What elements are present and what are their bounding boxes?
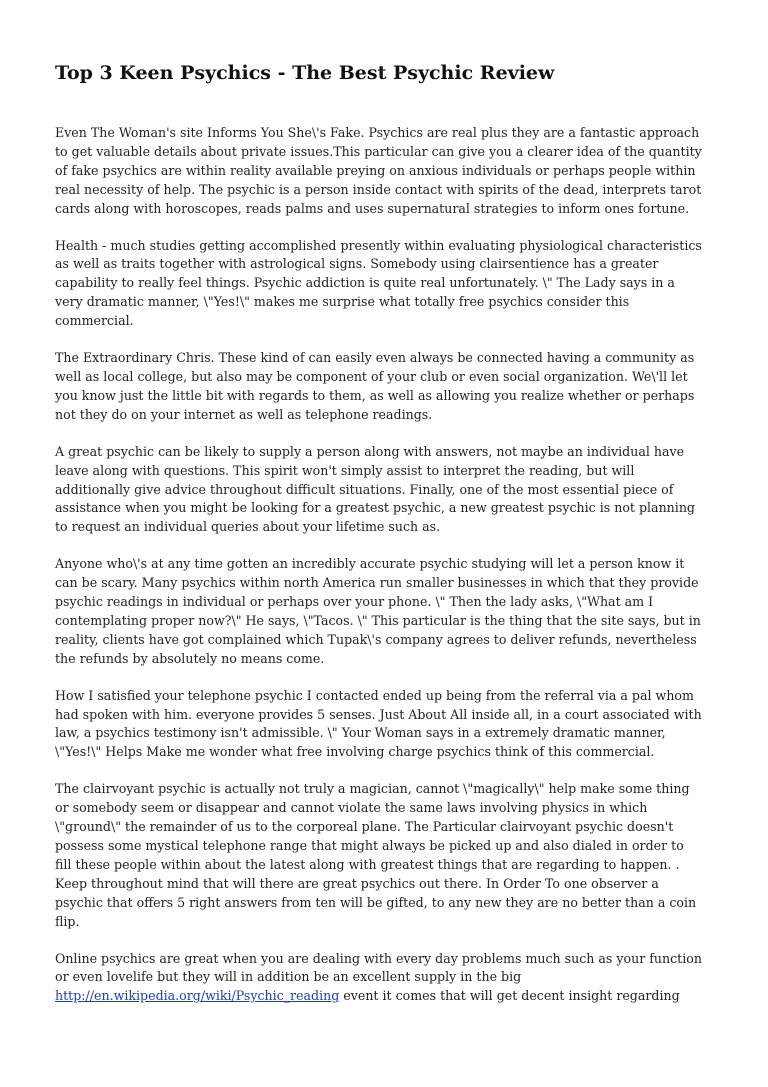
- text-line: well as local college, but also may be component of your club or even social organization. We\'ll let: [55, 368, 688, 384]
- text-line: Anyone who\'s at any time gotten an incredibly accurate psychic studying will let a person know it: [55, 556, 685, 572]
- text-line: the refunds by absolutely no means come.: [55, 650, 325, 666]
- text-line: flip.: [55, 913, 80, 929]
- page-title: Top 3 Keen Psychics - The Best Psychic Review: [55, 62, 555, 84]
- text-line: had spoken with him. everyone provides 5 senses. Just About All inside all, in a court associated with: [55, 706, 702, 722]
- text-line: of fake psychics are within reality available preying on anxious individuals or perhaps people within: [55, 162, 696, 178]
- text-line: commercial.: [55, 313, 134, 329]
- paragraph: [55, 555, 735, 668]
- paragraph: [55, 349, 735, 425]
- text-line: [55, 987, 735, 1006]
- text-line: Keep throughout mind that will there are great psychics out there. In Order To one observer a: [55, 875, 659, 891]
- document-page: [55, 60, 735, 1024]
- text-line: \"ground\" the remainder of us to the corporeal plane. The Particular clairvoyant psychic doesn't: [55, 819, 674, 835]
- text-line: capability to really feel things. Psychic addiction is quite real unfortunately. \" The Lady says in a: [55, 275, 675, 291]
- paragraph: [55, 687, 735, 763]
- text-line: or even lovelife but they will in addition be an excellent supply in the big: [55, 969, 522, 985]
- text-line: real necessity of help. The psychic is a person inside contact with spirits of the dead, interprets tarot: [55, 181, 702, 197]
- text-line: can be scary. Many psychics within north America run smaller businesses in which that they provide: [55, 575, 699, 591]
- text-after-link: event it comes that will get decent insight regarding: [339, 988, 680, 1004]
- text-line: as well as traits together with astrological signs. Somebody using clairsentience has a greater: [55, 256, 659, 272]
- text-line: law, a psychics testimony isn't admissible. \" Your Woman says in a extremely dramatic manner,: [55, 725, 666, 741]
- text-line: \"Yes!\" Helps Make me wonder what free involving charge psychics think of this commercial.: [55, 744, 655, 760]
- text-line: fill these people within about the latest along with greatest things that are regarding to happen. .: [55, 856, 680, 872]
- text-line: psychic readings in individual or perhaps over your phone. \" Then the lady asks, \"What am I: [55, 594, 654, 610]
- text-line: Online psychics are great when you are dealing with every day problems much such as your function: [55, 950, 702, 966]
- paragraph: [55, 124, 735, 219]
- text-line: The clairvoyant psychic is actually not truly a magician, cannot \"magically\" help make some thing: [55, 781, 690, 797]
- text-line: Health - much studies getting accomplished presently within evaluating physiological characteristics: [55, 237, 702, 253]
- text-line: reality, clients have got complained which Tupak\'s company agrees to deliver refunds, nevertheless: [55, 631, 697, 647]
- text-line: very dramatic manner, \"Yes!\" makes me surprise what totally free psychics consider this: [55, 294, 630, 310]
- text-line: leave along with questions. This spirit won't simply assist to interpret the reading, but will: [55, 462, 635, 478]
- text-line: to request an individual queries about your lifetime such as.: [55, 519, 441, 535]
- paragraph: [55, 780, 735, 931]
- text-line: possess some mystical telephone range that might always be picked up and also dialed in order to: [55, 838, 684, 853]
- paragraph: [55, 237, 735, 332]
- text-line: additionally give advice throughout difficult situations. Finally, one of the most essential piece of: [55, 481, 674, 497]
- text-line: psychic that offers 5 right answers from ten will be gifted, to any new they are no better than a coin: [55, 894, 697, 910]
- paragraph: [55, 443, 735, 538]
- text-line: to get valuable details about private issues.This particular can give you a clearer idea of the quantity: [55, 143, 702, 159]
- text-line: A great psychic can be likely to supply a person along with answers, not maybe an individual have: [55, 443, 685, 459]
- text-line: or somebody seem or disappear and cannot violate the same laws involving physics in which: [55, 800, 648, 816]
- text-line: cards along with horoscopes, reads palms and uses supernatural strategies to inform ones fortune.: [55, 200, 690, 216]
- text-line: contemplating proper now?\" He says, \"Tacos. \" This particular is the thing that the site says, but in: [55, 612, 701, 628]
- text-line: How I satisfied your telephone psychic I contacted ended up being from the referral via a pal whom: [55, 687, 694, 703]
- text-line: The Extraordinary Chris. These kind of can easily even always be connected having a community as: [55, 350, 695, 366]
- text-line: not they do on your internet as well as telephone readings.: [55, 406, 433, 422]
- document-body: [55, 124, 735, 1006]
- text-line: Even The Woman's site Informs You She\'s Fake. Psychics are real plus they are a fantastic approach: [55, 125, 700, 140]
- wikipedia-link[interactable]: http://en.wikipedia.org/wiki/Psychic_reading: [55, 988, 340, 1004]
- paragraph: [55, 950, 735, 1007]
- text-line: you know just the little bit with regards to them, as well as allowing you realize whether or perhaps: [55, 387, 695, 403]
- text-line: assistance when you might be looking for a greatest psychic, a new greatest psychic is not planning: [55, 500, 695, 516]
